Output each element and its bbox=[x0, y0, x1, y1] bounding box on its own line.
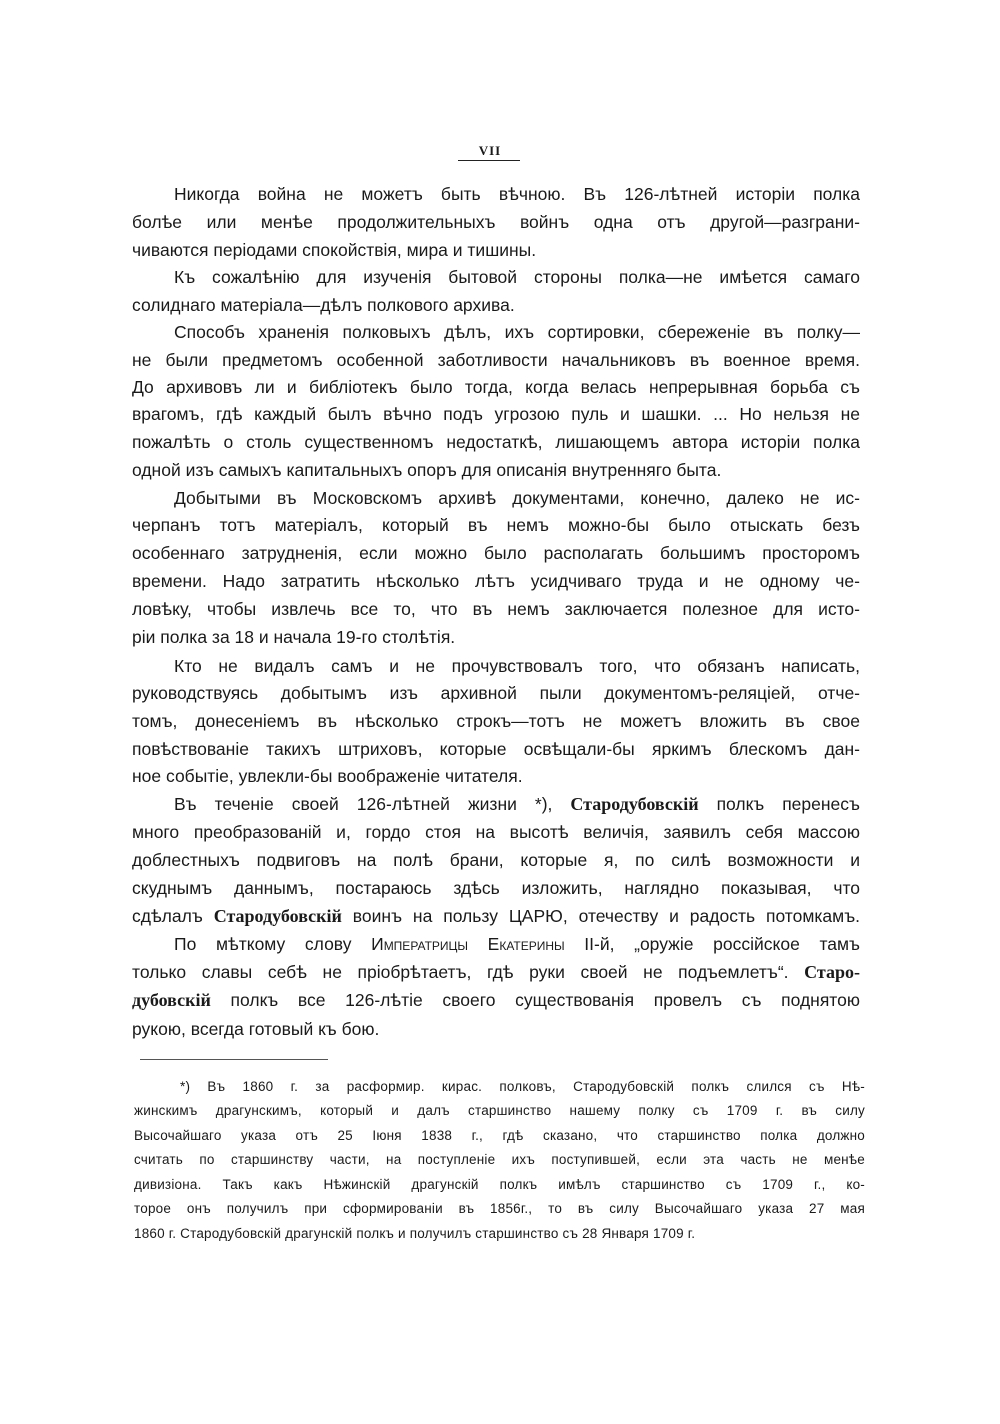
text-line: особеннаго затрудненія, если можно было располагать большимъ просторомъ bbox=[132, 543, 860, 563]
text-line: врагомъ, гдѣ каждый былъ вѣчно подъ угрозою пуль и шашки. ... Но нельзя не bbox=[132, 404, 860, 424]
text-line: черпанъ тотъ матеріалъ, который въ немъ можно-бы было отыскать безъ bbox=[132, 515, 860, 535]
text-line: времени. Надо затратить нѣсколько лѣтъ усидчиваго труда и не одному че- bbox=[132, 571, 860, 591]
text-span: II-й, „оружіе россійское тамъ bbox=[584, 934, 860, 954]
text-span: Въ теченіе своей 126-лѣтней жизни *), bbox=[174, 794, 553, 814]
text-line bbox=[132, 905, 860, 927]
text-span: полкъ все 126-лѣтіе своего существованія провелъ съ поднятою bbox=[230, 990, 860, 1010]
text-line: много преобразованій и, гордо стоя на высотѣ величія, заявилъ себя массою bbox=[132, 822, 860, 842]
regiment-name-bold: Стародубовскій bbox=[570, 794, 699, 814]
footnote-line: торое онъ получилъ при сформированіи въ 1856г., то въ силу Высочайшаго указа 27 мая bbox=[134, 1201, 865, 1216]
footnote-line: Высочайшаго указа отъ 25 Іюня 1838 г., гдѣ сказано, что старшинство полка должно bbox=[134, 1128, 865, 1143]
regiment-name-bold: Старо- bbox=[804, 962, 860, 982]
text-line bbox=[174, 933, 860, 955]
footnote-line: жинскимъ драгунскимъ, который и далъ старшинство нашему полку съ 1709 г. въ силу bbox=[134, 1103, 865, 1118]
text-line: Добытыми въ Московскомъ архивѣ документами, конечно, далеко не ис- bbox=[174, 488, 860, 508]
text-line bbox=[132, 989, 860, 1011]
text-span: сдѣлалъ bbox=[132, 906, 203, 926]
text-line: ріи полка за 18 и начала 19-го столѣтія. bbox=[132, 627, 456, 647]
footnote-line: считать по старшинству части, на поступленіе ихъ поступившей, если эта часть не менѣе bbox=[134, 1152, 865, 1167]
text-line bbox=[132, 961, 860, 983]
text-line: ное событіе, увлекли-бы воображеніе читателя. bbox=[132, 766, 523, 786]
text-span: только славы себѣ не пріобрѣтаетъ, гдѣ руки своей не подъемлетъ“. bbox=[132, 962, 789, 982]
text-line: Кто не видалъ самъ и не прочувствовалъ того, что обязанъ написать, bbox=[174, 656, 860, 676]
text-line: не были предметомъ особенной заботливости начальниковъ въ военное время. bbox=[132, 350, 860, 370]
footnote-line: дивизіона. Такъ какъ Нѣжинскій драгунскій полкъ имѣлъ старшинство съ 1709 г., ко- bbox=[134, 1177, 865, 1192]
regiment-name-bold: дубовскій bbox=[132, 990, 211, 1010]
text-span: полкъ перенесъ bbox=[716, 794, 860, 814]
text-line: солиднаго матеріала—дѣлъ полкового архива. bbox=[132, 295, 515, 315]
footnote-line: 1860 г. Стародубовскій драгунскій полкъ и получилъ старшинство съ 28 Января 1709 г. bbox=[134, 1226, 696, 1241]
page-number-rule bbox=[458, 160, 520, 161]
regiment-name-bold: Стародубовскій bbox=[213, 906, 342, 926]
text-line: Никогда война не можетъ быть вѣчною. Въ 126-лѣтней исторіи полка bbox=[174, 184, 860, 204]
text-line bbox=[174, 793, 860, 815]
text-line: болѣе или менѣе продолжительныхъ войнъ одна отъ другой—разграни- bbox=[132, 212, 860, 232]
text-line: повѣствованіе такихъ штриховъ, которые освѣщали-бы яркимъ блескомъ дан- bbox=[132, 739, 860, 759]
text-line: одной изъ самыхъ капитальныхъ опоръ для описанія внутренняго быта. bbox=[132, 460, 722, 480]
text-line: чиваются періодами спокойствія, мира и тишины. bbox=[132, 240, 537, 260]
text-line: пожалѣть о столь существенномъ недостаткѣ, лишающемъ автора исторіи полка bbox=[132, 432, 860, 452]
empress-title: Императрицы Екатерины bbox=[371, 934, 565, 954]
page-number: VII bbox=[478, 143, 502, 158]
text-line: руководствуясь добытымъ изъ архивной пыли документомъ-реляціей, отче- bbox=[132, 683, 860, 703]
text-line: До архивовъ ли и библіотекъ было тогда, когда велась непрерывная борьба съ bbox=[132, 377, 860, 397]
text-line: рукою, всегда готовый къ бою. bbox=[132, 1019, 380, 1039]
text-line: Способъ храненія полковыхъ дѣлъ, ихъ сортировки, сбереженіе въ полку— bbox=[174, 322, 860, 342]
text-line: скуднымъ даннымъ, постараюсь здѣсь изложить, наглядно показывая, что bbox=[132, 878, 860, 898]
text-span: По мѣткому слову bbox=[174, 934, 352, 954]
text-line: доблестныхъ подвиговъ на полѣ брани, которые я, по силѣ возможности и bbox=[132, 850, 860, 870]
footnote-separator bbox=[140, 1059, 328, 1060]
text-line: ловѣку, чтобы извлечь все то, что въ немъ заключается полезное для исто- bbox=[132, 599, 860, 619]
text-line: Къ сожалѣнію для изученія бытовой стороны полка—не имѣется самаго bbox=[174, 267, 860, 287]
text-line: томъ, донесеніемъ въ нѣсколько строкъ—тотъ не можетъ вложить въ свое bbox=[132, 711, 860, 731]
footnote-line: *) Въ 1860 г. за расформир. кирас. полковъ, Стародубовскій полкъ слился съ Нѣ- bbox=[180, 1079, 865, 1094]
text-span: воинъ на пользу ЦАРЮ, отечеству и радость потомкамъ. bbox=[352, 906, 860, 926]
